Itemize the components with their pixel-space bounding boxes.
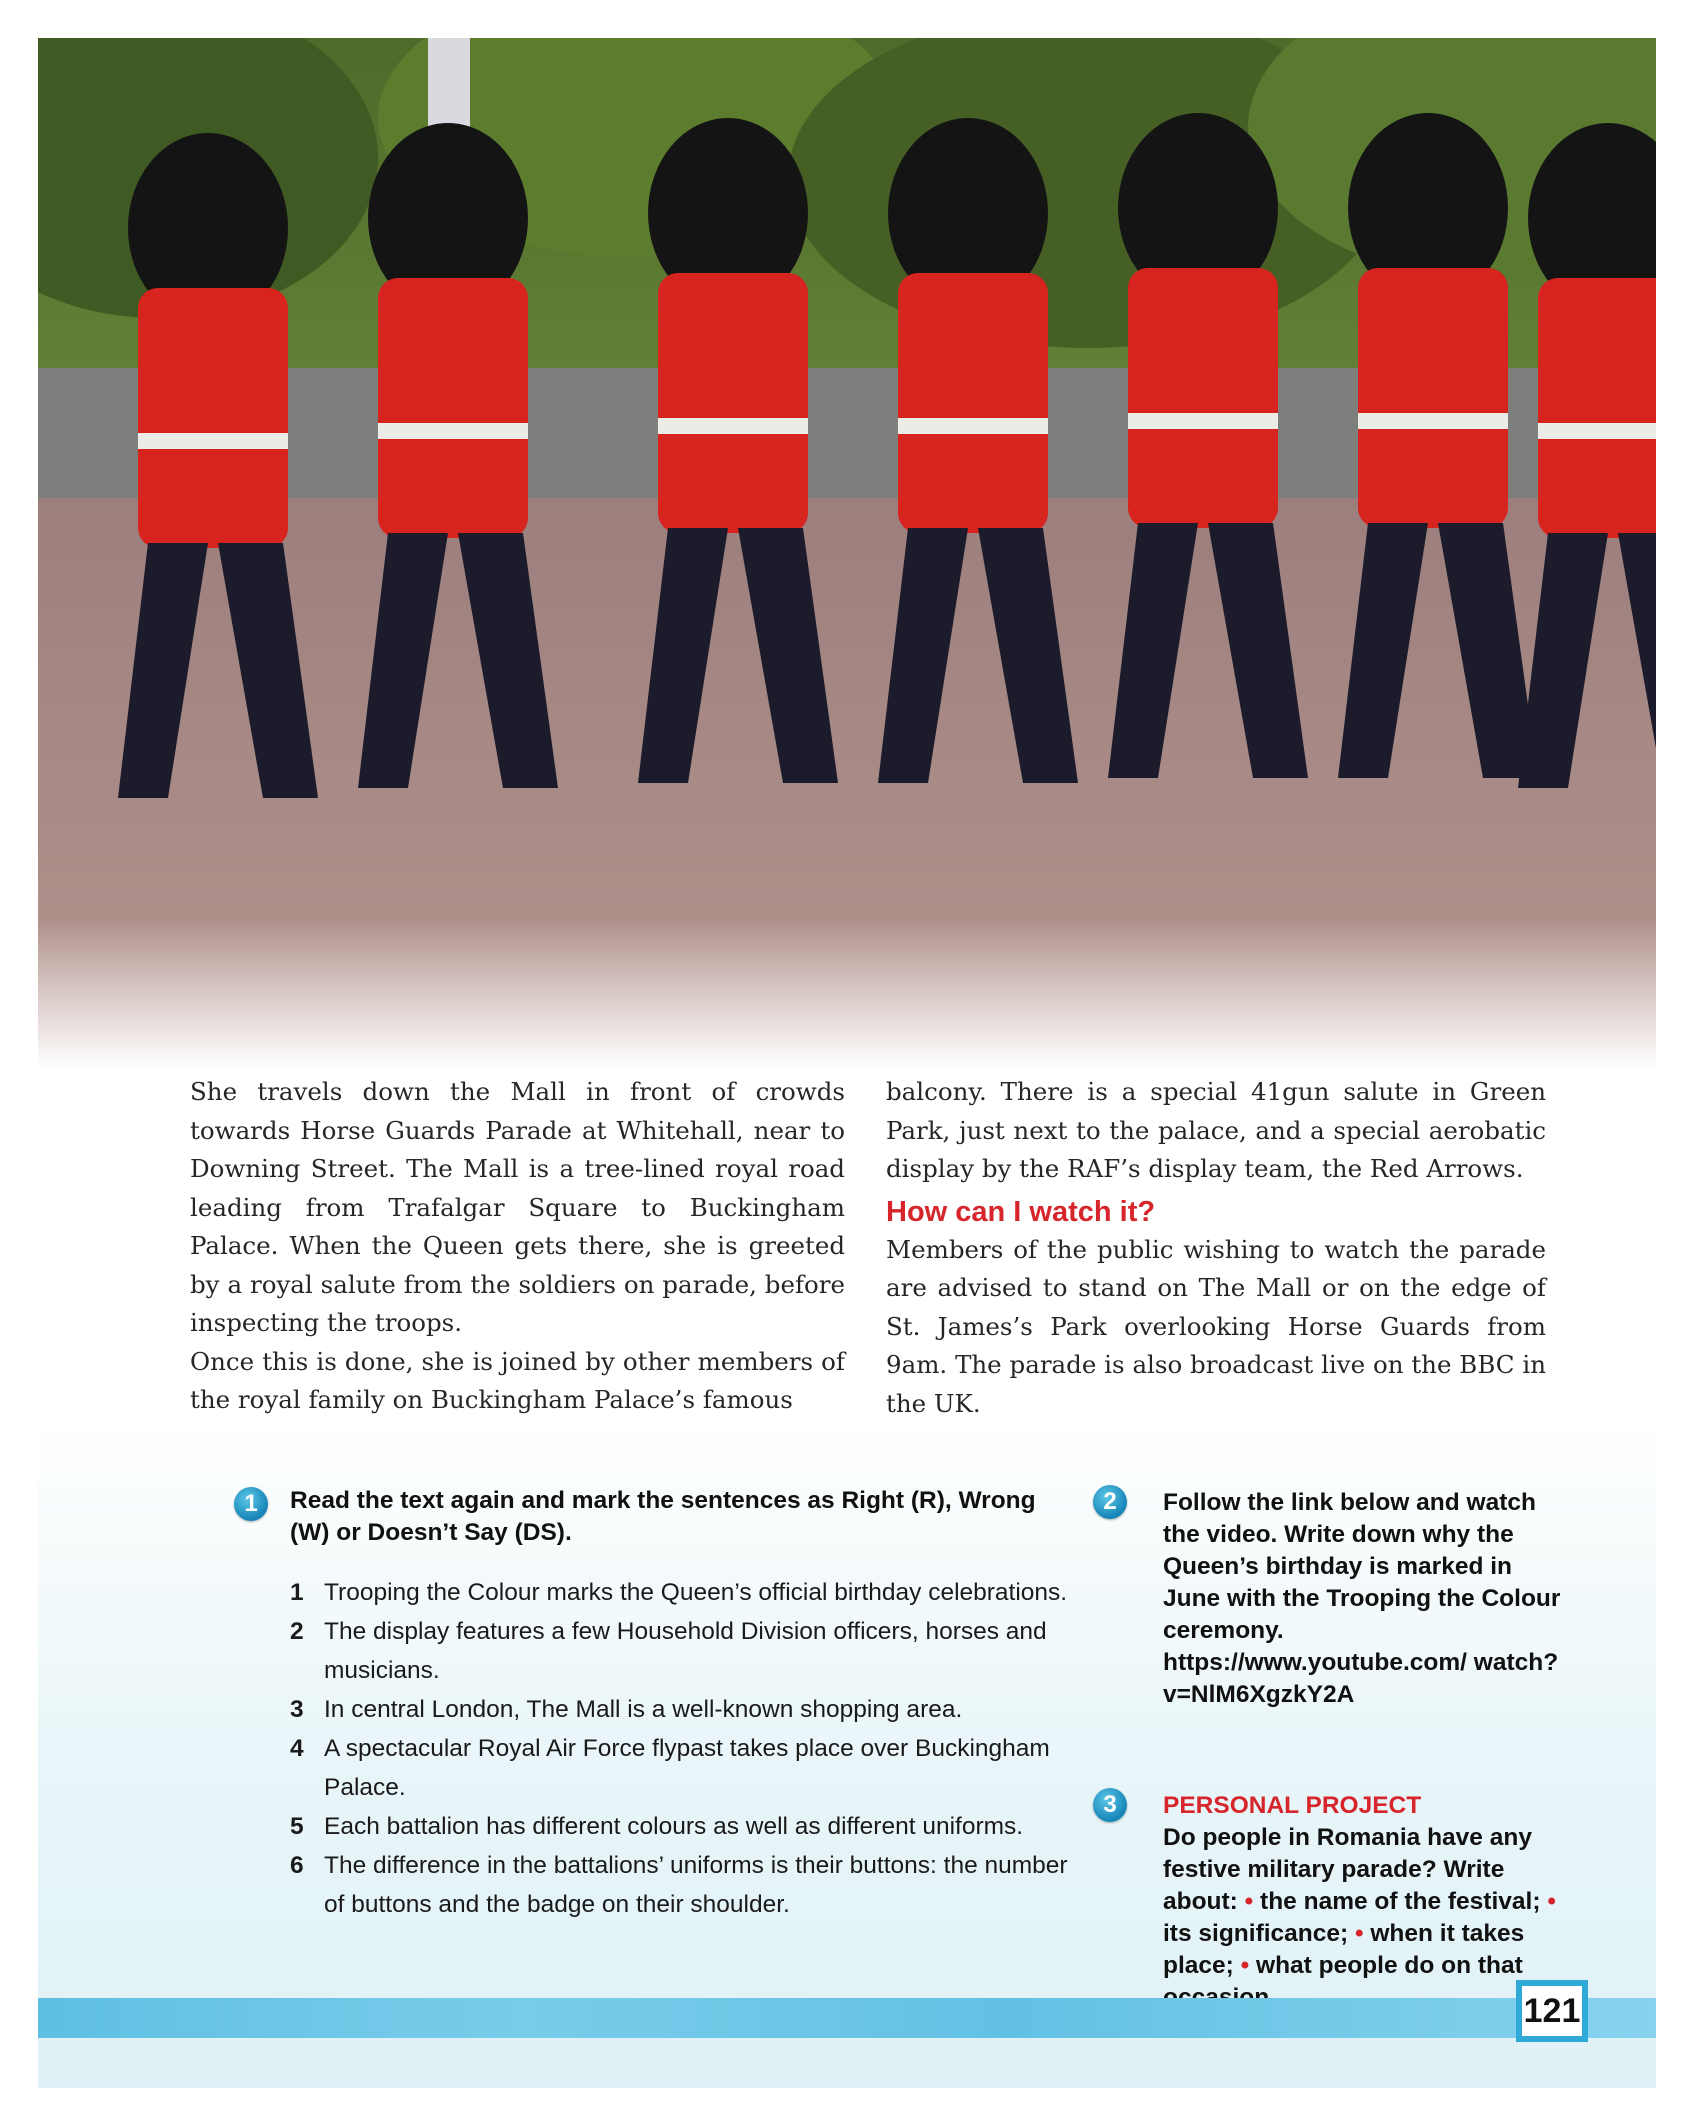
personal-project-label: PERSONAL PROJECT [1163,1792,1422,1819]
instruction-text: Follow the link below and watch the video. Write down why the Queen’s birthday is marked in June with the Trooping the Colour ceremony. [1163,1489,1561,1644]
project-point: its significance; [1163,1920,1349,1947]
exercise-number-badge: 2 [1093,1485,1127,1519]
list-item [290,1690,1070,1729]
bullet-icon: • [1244,1888,1254,1915]
item-text: Trooping the Colour marks the Queen’s official birthday celebrations. [324,1579,1068,1606]
item-number: 1 [290,1579,304,1606]
statement-list [290,1573,1070,1924]
article-left-column [190,1073,845,1420]
exercise-number-badge: 3 [1093,1788,1127,1822]
project-question: Do people in Romania have any festive military parade? Write about: [1163,1824,1532,1915]
article-paragraph: Members of the public wishing to watch the parade are advised to stand on The Mall or on the edge of St. James’s Park overlooking Horse Guards from 9am. The parade is also broadcast live on the BBC in the UK. [886,1234,1546,1418]
exercise-number-badge: 1 [234,1487,268,1521]
exercise-instruction [1163,1790,1563,2014]
photo-illustration [38,38,1656,1068]
textbook-page [38,38,1656,2088]
item-text: Each battalion has different colours as well as different uniforms. [324,1813,1024,1840]
article-paragraph: balcony. There is a special 41gun salute in Green Park, just next to the palace, and a special aerobatic display by the RAF’s display team, the Red Arrows. [886,1077,1546,1183]
list-item [290,1573,1070,1612]
section-subheading: How can I watch it? [886,1195,1156,1228]
item-text: In central London, The Mall is a well-known shopping area. [324,1696,963,1723]
photo-fade [38,918,1656,1068]
marching-guards-photo [38,38,1656,1068]
project-point: the name of the festival; [1260,1888,1541,1915]
list-item [290,1807,1070,1846]
project-point: what people do on that [1256,1952,1523,1979]
video-link[interactable]: https://www.youtube.com/ watch?v=NlM6XgzkY2A [1163,1649,1559,1708]
item-text: The difference in the battalions’ uniforms is their buttons: the number of buttons and the badge on their shoulder. [324,1852,1068,1918]
bullet-icon: • [1547,1888,1556,1915]
list-item [290,1612,1070,1690]
item-number: 4 [290,1735,304,1762]
page-number: 121 [1516,1980,1588,2042]
bullet-icon: • [1240,1952,1250,1979]
exercise-instruction: Read the text again and mark the sentences as Right (R), Wrong (W) or Doesn’t Say (DS). [290,1487,1036,1546]
article-paragraph: She travels down the Mall in front of crowds towards Horse Guards Parade at Whitehall, near to Downing Street. The Mall is a tree-lined royal road leading from Trafalgar Square to Buckingham Palace. When the Queen gets there, she is greeted by a royal salute from the soldiers on parade, before inspecting the troops. [190,1077,845,1337]
item-number: 3 [290,1696,304,1723]
project-point: when it takes place; [1163,1920,1525,1979]
list-item [290,1729,1070,1807]
article-paragraph: Once this is done, she is joined by other members of the royal family on Buckingham Palace’s famous [190,1346,845,1414]
exercise-instruction [1163,1487,1563,1711]
bullet-icon: • [1354,1920,1364,1947]
item-text: The display features a few Household Division officers, horses and musicians. [324,1618,1047,1684]
item-number: 5 [290,1813,304,1840]
footer-band [38,1998,1656,2038]
item-text: A spectacular Royal Air Force flypast takes place over Buckingham Palace. [324,1735,1050,1801]
item-number: 6 [290,1852,304,1879]
list-item [290,1846,1070,1924]
article-right-column [886,1073,1546,1423]
item-number: 2 [290,1618,304,1645]
